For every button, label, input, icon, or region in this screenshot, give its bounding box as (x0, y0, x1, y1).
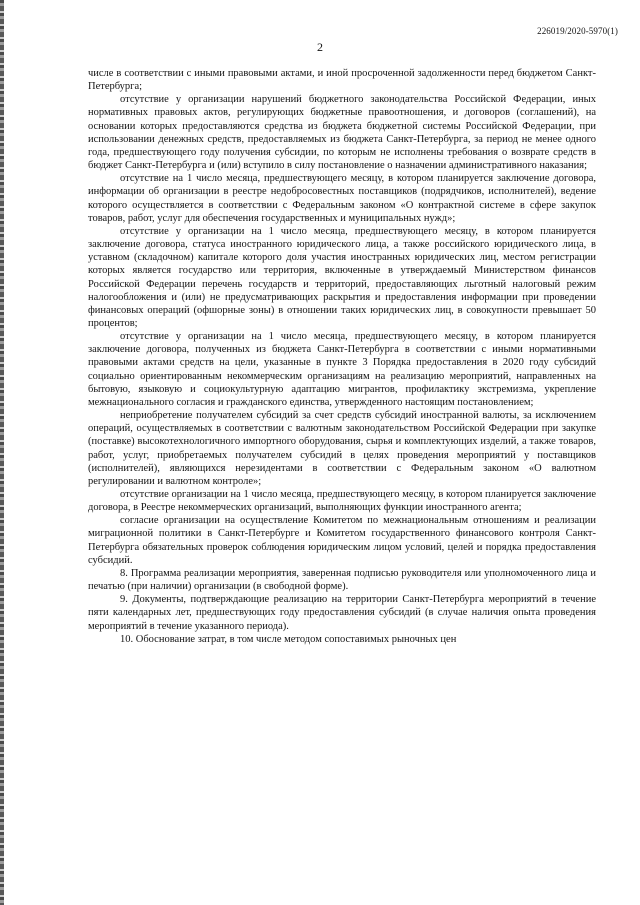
paragraph-no-budget-violations: отсутствие у организации нарушений бюджетного законодательства Российской Федерации, иных нормативных правовых актов, регулирующих бюджетные правоотношения, и договоров (соглашений), на основании которых предоставляются средства из бюджета бюджетной системы Российской Федерации, при использовании денежных средств, предоставляемых из бюджета Санкт-Петербурга, за период не менее одного года, предшествующего году получения субсидии, по которым не исполнены требования о возврате средств в бюджет Санкт-Петербурга и (или) вступило в силу постановление о назначении административного наказания; (88, 94, 596, 172)
paragraph-item-8: 8. Программа реализации мероприятия, заверенная подписью руководителя или уполномоченного лица и печатью (при наличии) организации (в свободной форме). (88, 567, 596, 593)
scan-left-edge (0, 0, 4, 905)
paragraph-not-foreign-agent: отсутствие организации на 1 число месяца, предшествующего месяцу, в котором планируется заключение договора, в Реестре некоммерческих организаций, выполняющих функции иностранного агента; (88, 489, 596, 514)
page-number: 2 (317, 40, 323, 54)
paragraph-no-foreign-entity-status: отсутствие у организации на 1 число месяца, предшествующего месяцу, в котором планируется заключение договора, статуса иностранного юридического лица, а также российского юридического лица, в уставном (складочном) капитале которого доля участия иностранных юридических лиц, местом регистрации которых является государство или территория, включенные в утверждаемый Министерством финансов Российской Федерации перечень государств и территорий, предоставляющих льготный налоговый режим налогообложения и (или) не предусматривающих раскрытия и предоставления информации при проведении финансовых операций (офшорные зоны) в отношении таких юридических лиц, в совокупности превышает 50 процентов; (88, 225, 596, 329)
paragraph-item-10: 10. Обоснование затрат, в том числе методом сопоставимых рыночных цен (120, 633, 457, 645)
paragraph-no-other-budget-funds: отсутствие у организации на 1 число месяца, предшествующего месяцу, в котором планируется заключение договора, полученных из бюджета Санкт-Петербурга в соответствии с иными нормативными правовыми актами средств на цели, указанные в пункте 3 Порядка предоставления в 2020 году субсидий социально ориентированным некоммерческим организациям на реализацию мероприятий, направленных на бытовую, языковую и социокультурную адаптацию мигрантов, профилактику экстремизма, укрепление межнационального согласия и гражданского единства, утвержденного настоящим постановлением; (88, 331, 596, 408)
document-id: 226019/2020-5970(1) (537, 26, 618, 36)
paragraph-item-9: 9. Документы, подтверждающие реализацию на территории Санкт-Петербурга мероприятий в течение пяти календарных лет, предшествующих году предоставления субсидий (в случае наличия опыта проведения мероприятий в течение указанного периода). (88, 594, 596, 632)
paragraph-continuation: числе в соответствии с иными правовыми актами, и иной просроченной задолженности перед бюджетом Санкт-Петербурга; (88, 68, 596, 93)
document-body (88, 67, 596, 646)
paragraph-no-unfair-suppliers-registry: отсутствие на 1 число месяца, предшествующего месяцу, в котором планируется заключение договора, информации об организации в реестре недобросовестных поставщиков (подрядчиков, исполнителей), ведение которого осуществляется в соответствии с Федеральным законом «О контрактной системе в сфере закупок товаров, работ, услуг для обеспечения государственных и муниципальных нужд»; (88, 173, 596, 224)
paragraph-no-foreign-currency-purchase: неприобретение получателем субсидий за счет средств субсидий иностранной валюты, за исключением операций, осуществляемых в соответствии с валютным законодательством Российской Федерации при закупке (поставке) высокотехнологичного импортного оборудования, сырья и комплектующих изделий, а также товаров, работ, услуг, приобретаемых получателем субсидий в целях проведения мероприятий у поставщиков (исполнителей), являющихся нерезидентами в соответствии с Федеральным законом «О валютном регулировании и валютном контроле»; (88, 410, 596, 487)
paragraph-consent-to-inspections: согласие организации на осуществление Комитетом по межнациональным отношениям и реализации миграционной политики в Санкт-Петербурге и Комитетом государственного финансового контроля Санкт-Петербурга обязательных проверок соблюдения юридическим лицом условий, целей и порядка предоставления субсидий. (88, 515, 596, 566)
